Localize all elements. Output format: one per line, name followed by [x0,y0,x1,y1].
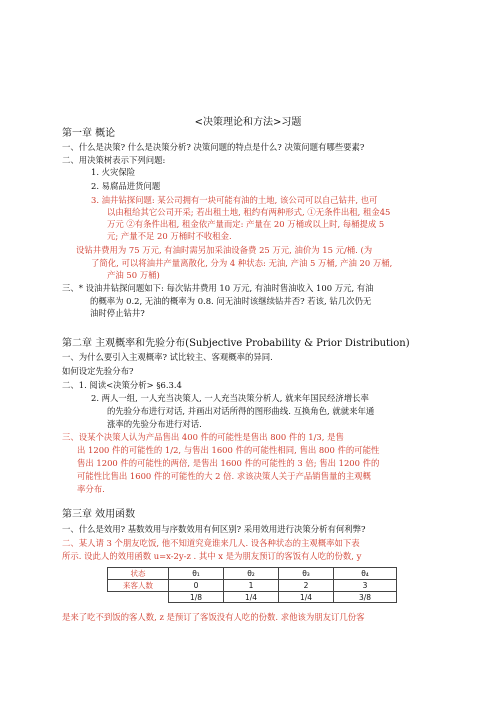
table-cell: 1/8 [169,592,224,603]
ch1-question-1: 一、什么是决策? 什么是决策分析? 决策问题的特点是什么? 决策问题有哪些要素? [62,142,365,152]
table-header-cell: θ₂ [224,568,279,580]
ch1-note-line-3: 产油 50 万桶) [107,270,160,280]
ch2-question-2-item-1: 二、1. 阅读<决策分析> §6.3.4 [62,380,182,390]
table-header-cell: θ₃ [279,568,334,580]
ch3-question-2-line-2: 所示. 设此人的效用函数 u=x-2y-z . 其中 x 是为朋友预订的客饭有人吃的份数, y [62,551,362,561]
table-cell: 1 [224,580,279,592]
table-cell: 来客人数 [108,580,169,592]
ch1-item-1: 1. 火灾保险 [91,167,136,177]
ch2-question-3-line-4: 可能性比售出 1600 件的可能性的大 2 倍. 求该决策人关于产品销售量的主观概 [77,471,371,481]
chapter-2-heading: 第二章 主观概率和先验分布(Subjective Probability & Prior Distribution) [62,338,410,349]
table-cell: 3 [334,580,397,592]
table-cell: 0 [169,580,224,592]
ch1-item-3-line-4: 元; 产量不足 20 万桶时不收租金. [107,231,232,241]
ch3-question-2-line-3: 是来了吃不到饭的客人数, z 是预订了客饭没有人吃的份数. 求他该为朋友订几份客 [62,612,365,622]
ch2-question-2-item-2-line-1: 2. 两人一组, 一人充当决策人, 一人充当决策分析人, 就来年国民经济增长率 [91,393,369,403]
ch2-question-3-line-2: 出 1200 件的可能性的 1/2, 与售出 1600 件的可能性相同, 售出 800 件的可能性 [77,445,380,455]
ch3-question-1: 一、什么是效用? 基数效用与序数效用有何区别? 采用效用进行决策分析有何利弊? [62,524,366,534]
table-cell: 1/4 [224,592,279,603]
ch1-question-3-line-2: 的概率为 0.2, 无油的概率为 0.8. 问无油时该继续钻井否? 若该, 钻几次仍无 [90,296,372,306]
table-cell: 3/8 [334,592,397,603]
ch1-item-3-line-3: 万元 ②有条件出租, 租金依产量而定: 产量在 20 万桶或以上时, 每桶提成 5 [107,219,385,229]
table-cell: 1/4 [279,592,334,603]
table-header-cell: θ₁ [169,568,224,580]
ch1-item-3-line-2: 以由租给其它公司开采; 若出租土地, 租约有两种形式, ①无条件出租, 租金45 [107,207,391,217]
table-header-cell: 状态 [108,568,169,580]
state-probability-table [107,567,397,603]
ch1-note-line-2: 了简化, 可以将油井产量离散化, 分为 4 种状态: 无油, 产油 5 万桶, 产油 20 万桶, [91,258,393,268]
ch1-question-3-line-3: 油时停止钻井? [90,308,145,318]
ch1-question-2: 二、用决策树表示下列问题: [62,155,166,165]
chapter-1-heading: 第一章 概论 [62,128,116,139]
table-row [108,592,397,603]
table-header-row [108,568,397,580]
ch3-question-2-line-1: 二、某人请 3 个朋友吃饭, 他不知道究竟谁来几人. 设各种状态的主观概率如下表 [62,538,360,548]
ch1-question-3-line-1: 三、* 设油井钻探问题如下: 每次钻井费用 10 万元, 有油时售油收入 100 万元, 有油 [62,283,374,293]
table-row [108,580,397,592]
document-title: <决策理论和方法>习题 [194,117,302,128]
table-cell: 2 [279,580,334,592]
table-header-cell: θ₄ [334,568,397,580]
ch1-item-3-line-1: 3. 油井钻探问题: 某公司拥有一块可能有油的土地, 该公司可以自己钻井, 也可 [91,195,378,205]
ch2-question-2-item-2-line-3: 涨率的先验分布进行对话. [107,419,202,429]
ch2-question-2-item-2-line-2: 的先验分布进行对话, 并画出对话所得的图形曲线. 互换角色, 就就来年通 [107,406,375,416]
ch2-question-3-line-3: 售出 1200 件的可能性的两倍, 是售出 1600 件的可能性的 3 倍; 售出 1200 件的 [77,458,380,468]
ch2-question-1b: 如何设定先验分布? [62,366,134,376]
ch1-item-2: 2. 易腐品进货问题 [91,181,161,191]
chapter-3-heading: 第三章 效用函数 [62,509,136,520]
ch2-question-3-line-5: 率分布. [77,484,105,494]
ch2-question-3-line-1: 三、设某个决策人认为产品售出 400 件的可能性是售出 800 件的 1/3, 是售 [62,432,344,442]
ch1-note-line-1: 设钻井费用为 75 万元, 有油时需另加采油设备费 25 万元, 油价为 15 元/桶. (为 [76,245,373,255]
ch2-question-1: 一、为什么要引入主观概率? 试比较主、客观概率的异同. [62,352,273,362]
table-cell-empty [108,592,169,603]
